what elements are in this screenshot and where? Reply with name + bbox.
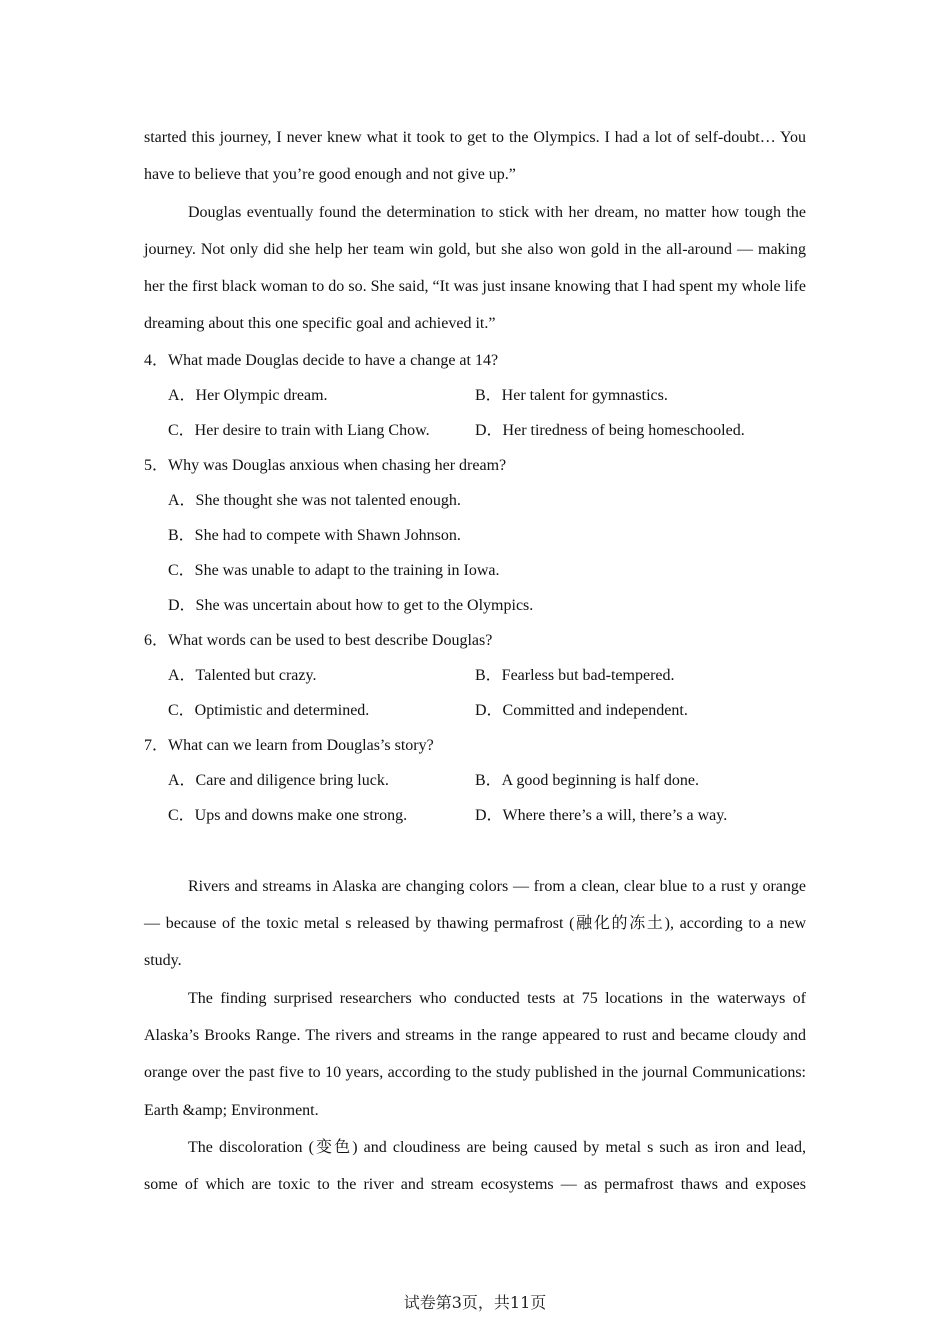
- question-6-option-c: C．Optimistic and determined.: [168, 701, 370, 719]
- question-6-options-row-1: [144, 658, 806, 693]
- question-6-option-d: D．Committed and independent.: [475, 701, 688, 719]
- question-4-option-d: D．Her tiredness of being homeschooled.: [475, 421, 745, 439]
- passage-continued-paragraph-1: started this journey, I never knew what it took to get to the Olympics. I had a lot of self-doubt… You have to believe that you’re good enough and not give up.”: [144, 129, 806, 184]
- question-5-option-c: C．She was unable to adapt to the training in Iowa.: [168, 561, 500, 579]
- question-7-options-row-2: [144, 798, 806, 833]
- passage-next-paragraph-3: The discoloration (变色) and cloudiness are being caused by metal s such as iron and lead, some of which are toxic to the river and stream ecosystems — as permafrost thaws and exposes: [144, 1138, 806, 1194]
- question-5-option-a-row: [144, 483, 806, 518]
- passage-next-paragraph-2: The finding surprised researchers who conducted tests at 75 locations in the waterways of Alaska’s Brooks Range. The rivers and streams in the range appeared to rust and became cloudy and orange over the past five to 10 years, according to the study published in the journal Communications: Earth &amp; Environment.: [144, 989, 806, 1119]
- question-7-stem: 7．What can we learn from Douglas’s story?: [144, 736, 434, 754]
- question-7-options-row-1: [144, 763, 806, 798]
- question-5-stem: 5．Why was Douglas anxious when chasing her dream?: [144, 456, 507, 474]
- question-5-option-a: A．She thought she was not talented enough.: [168, 491, 461, 509]
- question-7-option-d: D．Where there’s a will, there’s a way.: [475, 806, 728, 824]
- question-4-option-a: A．Her Olympic dream.: [168, 386, 328, 404]
- question-6-stem: 6．What words can be used to best describe Douglas?: [144, 631, 493, 649]
- question-5-option-b: B．She had to compete with Shawn Johnson.: [168, 526, 461, 544]
- question-4-options-row-2: [144, 413, 806, 448]
- page-content: [144, 119, 806, 1203]
- question-6-option-b: B．Fearless but bad-tempered.: [475, 666, 675, 684]
- question-7-option-b: B．A good beginning is half done.: [475, 771, 699, 789]
- question-4-option-c: C．Her desire to train with Liang Chow.: [168, 421, 430, 439]
- question-6-option-a: A．Talented but crazy.: [168, 666, 317, 684]
- passage-continued-paragraph-2: Douglas eventually found the determination to stick with her dream, no matter how tough the journey. Not only did she help her team win gold, but she also won gold in the all-around — making her the first black woman to do so. She said, “It was just insane knowing that I had spent my whole life dreaming about this one specific goal and achieved it.”: [144, 203, 806, 333]
- question-5-option-d: D．She was uncertain about how to get to the Olympics.: [168, 596, 534, 614]
- question-7-option-a: A．Care and diligence bring luck.: [168, 771, 389, 789]
- question-5-option-b-row: [144, 518, 806, 553]
- question-7-option-c: C．Ups and downs make one strong.: [168, 806, 408, 824]
- question-5-option-d-row: [144, 588, 806, 623]
- question-5-option-c-row: [144, 553, 806, 588]
- page-footer: 试卷第3页，共11页: [403, 1293, 547, 1312]
- question-4-options-row-1: [144, 378, 806, 413]
- question-6-options-row-2: [144, 693, 806, 728]
- passage-next-paragraph-1: Rivers and streams in Alaska are changing colors — from a clean, clear blue to a rust y orange — because of the toxic metal s released by thawing permafrost (融化的冻土), according to a new study.: [144, 877, 806, 970]
- section-spacer: [144, 833, 806, 868]
- question-4-stem: 4．What made Douglas decide to have a change at 14?: [144, 351, 499, 369]
- question-4-option-b: B．Her talent for gymnastics.: [475, 386, 668, 404]
